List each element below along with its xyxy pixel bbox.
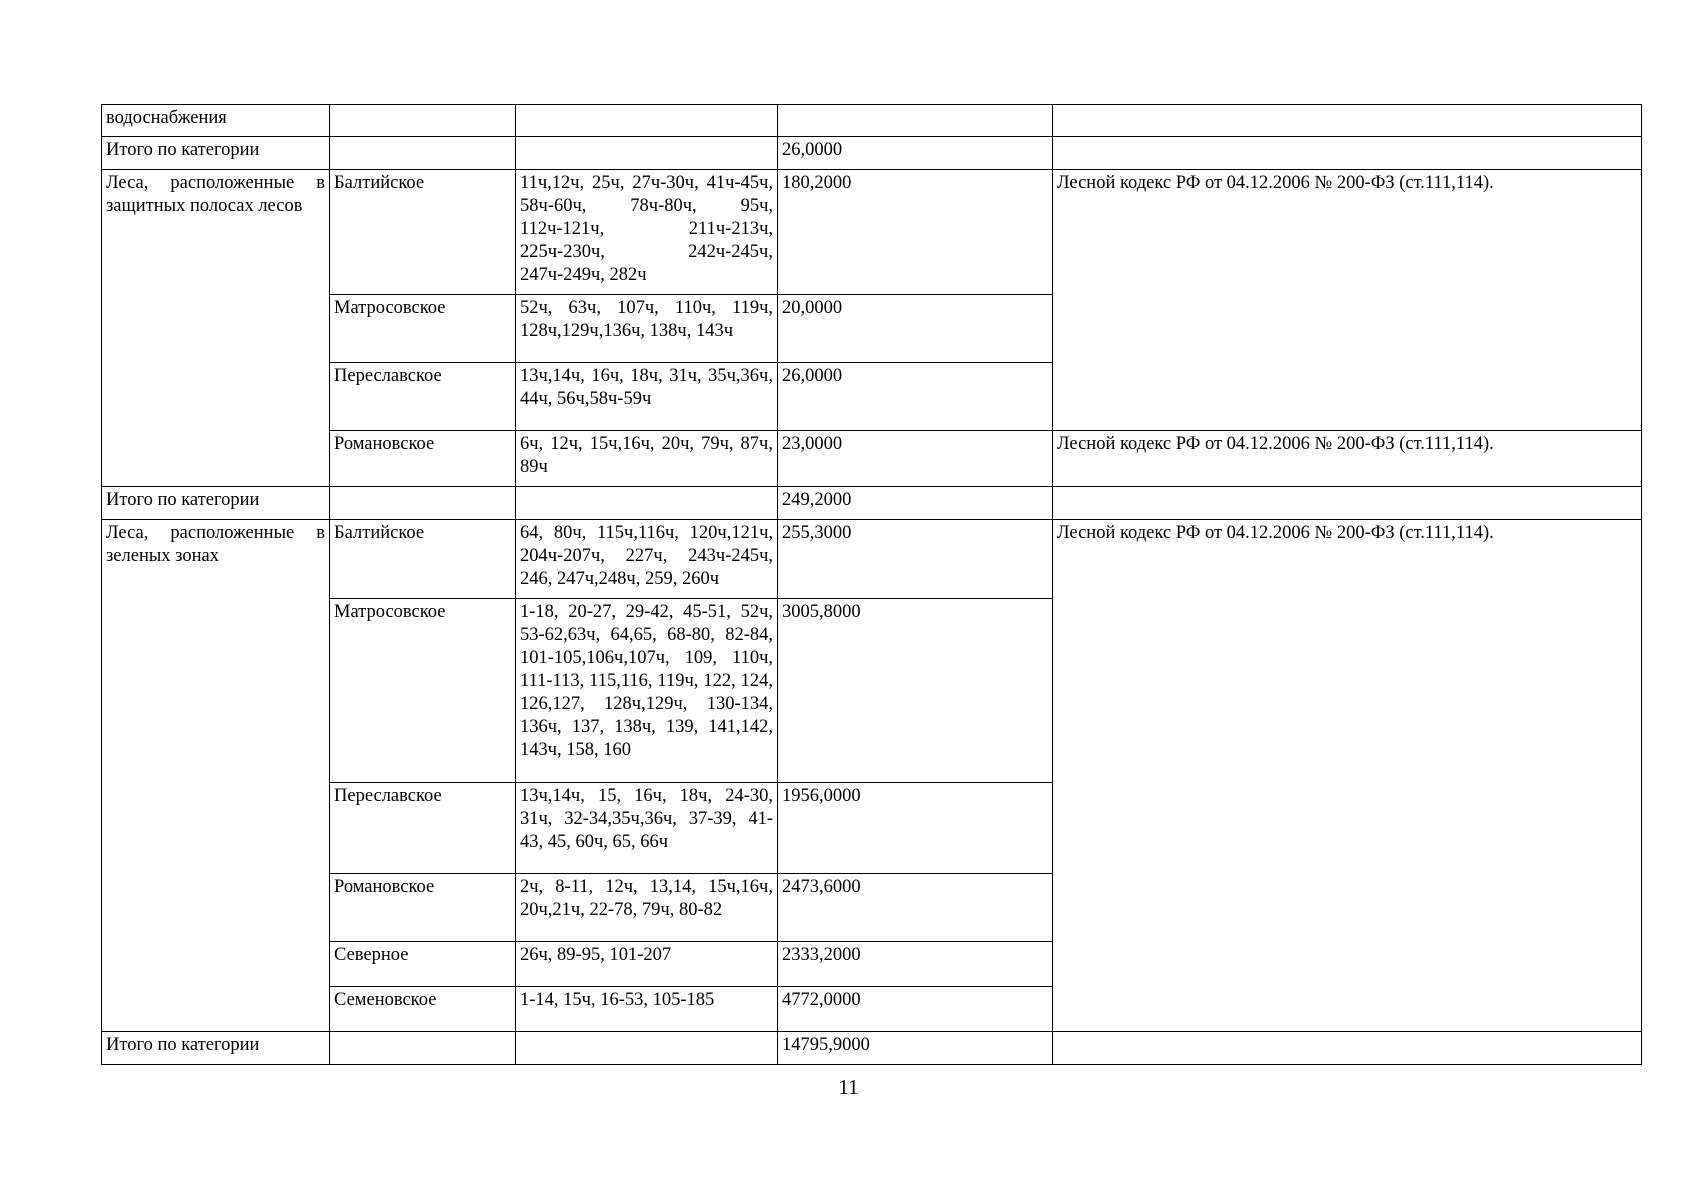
forest-category-table	[101, 104, 1642, 1065]
area-cell: 3005,8000	[778, 599, 1053, 783]
table-row-total	[102, 487, 1642, 520]
forestry-cell: Матросовское	[330, 599, 516, 783]
category-cell: Итого по категории	[102, 137, 330, 170]
forestry-cell	[330, 105, 516, 137]
quarters-cell: 1-18, 20-27, 29-42, 45-51, 52ч, 53-62,63ч, 64,65, 68-80, 82-84, 101-105,106ч,107ч, 109, 110ч, 111-113, 115,116, 119ч, 122, 124, 126,127, 128ч,129ч, 130-134, 136ч, 137, 138ч, 139, 141,142, 143ч, 158, 160	[516, 599, 778, 783]
forestry-cell: Семеновское	[330, 987, 516, 1032]
category-cell: Леса, расположенные в зеленых зонах	[102, 520, 330, 1032]
quarters-cell	[516, 487, 778, 520]
table-row	[102, 520, 1642, 599]
page-number: 11	[838, 1075, 859, 1099]
quarters-cell: 2ч, 8-11, 12ч, 13,14, 15ч,16ч, 20ч,21ч, 22-78, 79ч, 80-82	[516, 874, 778, 942]
area-cell: 2473,6000	[778, 874, 1053, 942]
forestry-cell: Переславское	[330, 783, 516, 874]
legal-basis-cell	[1053, 487, 1642, 520]
quarters-cell: 13ч,14ч, 16ч, 18ч, 31ч, 35ч,36ч, 44ч, 56ч,58ч-59ч	[516, 363, 778, 431]
forestry-cell: Матросовское	[330, 295, 516, 363]
area-cell: 249,2000	[778, 487, 1053, 520]
quarters-cell	[516, 137, 778, 170]
area-cell: 23,0000	[778, 431, 1053, 487]
area-cell: 20,0000	[778, 295, 1053, 363]
category-cell: Итого по категории	[102, 487, 330, 520]
forestry-cell: Северное	[330, 942, 516, 987]
quarters-cell: 52ч, 63ч, 107ч, 110ч, 119ч, 128ч,129ч,136ч, 138ч, 143ч	[516, 295, 778, 363]
table-row-total	[102, 137, 1642, 170]
area-cell: 26,0000	[778, 137, 1053, 170]
table-row	[102, 105, 1642, 137]
forestry-cell: Переславское	[330, 363, 516, 431]
forestry-cell: Балтийское	[330, 520, 516, 599]
legal-basis-cell	[1053, 105, 1642, 137]
quarters-cell	[516, 105, 778, 137]
quarters-cell: 1-14, 15ч, 16-53, 105-185	[516, 987, 778, 1032]
forestry-cell: Балтийское	[330, 170, 516, 295]
area-cell: 180,2000	[778, 170, 1053, 295]
forestry-cell	[330, 1032, 516, 1065]
quarters-cell: 26ч, 89-95, 101-207	[516, 942, 778, 987]
quarters-cell: 64, 80ч, 115ч,116ч, 120ч,121ч, 204ч-207ч, 227ч, 243ч-245ч, 246, 247ч,248ч, 259, 260ч	[516, 520, 778, 599]
category-cell: водоснабжения	[102, 105, 330, 137]
area-cell: 4772,0000	[778, 987, 1053, 1032]
forestry-cell: Романовское	[330, 431, 516, 487]
area-cell: 255,3000	[778, 520, 1053, 599]
forestry-cell	[330, 487, 516, 520]
legal-basis-cell: Лесной кодекс РФ от 04.12.2006 № 200-ФЗ (ст.111,114).	[1053, 170, 1642, 431]
quarters-cell: 13ч,14ч, 15, 16ч, 18ч, 24-30, 31ч, 32-34,35ч,36ч, 37-39, 41-43, 45, 60ч, 65, 66ч	[516, 783, 778, 874]
category-cell: Леса, расположенные в защитных полосах лесов	[102, 170, 330, 487]
table-row	[102, 431, 1642, 487]
forestry-cell: Романовское	[330, 874, 516, 942]
legal-basis-cell: Лесной кодекс РФ от 04.12.2006 № 200-ФЗ (ст.111,114).	[1053, 431, 1642, 487]
legal-basis-cell: Лесной кодекс РФ от 04.12.2006 № 200-ФЗ (ст.111,114).	[1053, 520, 1642, 1032]
quarters-cell	[516, 1032, 778, 1065]
area-cell: 2333,2000	[778, 942, 1053, 987]
legal-basis-cell	[1053, 1032, 1642, 1065]
category-cell: Итого по категории	[102, 1032, 330, 1065]
quarters-cell: 6ч, 12ч, 15ч,16ч, 20ч, 79ч, 87ч, 89ч	[516, 431, 778, 487]
legal-basis-cell	[1053, 137, 1642, 170]
area-cell	[778, 105, 1053, 137]
table-row-total	[102, 1032, 1642, 1065]
quarters-cell: 11ч,12ч, 25ч, 27ч-30ч, 41ч-45ч, 58ч-60ч, 78ч-80ч, 95ч, 112ч-121ч, 211ч-213ч, 225ч-230ч, 242ч-245ч, 247ч-249ч, 282ч	[516, 170, 778, 295]
area-cell: 14795,9000	[778, 1032, 1053, 1065]
forestry-cell	[330, 137, 516, 170]
table-row	[102, 170, 1642, 295]
area-cell: 1956,0000	[778, 783, 1053, 874]
area-cell: 26,0000	[778, 363, 1053, 431]
